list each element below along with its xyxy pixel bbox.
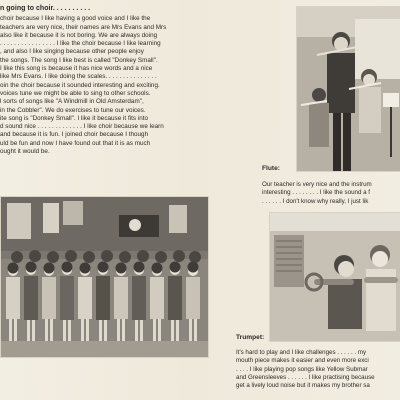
flute-line: interesting . . . . . . . . I like the sound a f (262, 189, 370, 197)
choir-line: ought it would be. (0, 148, 50, 156)
trumpet-label: Trumpet: (236, 334, 265, 341)
choir-line: choir because I like having a good voice and I like the (0, 15, 151, 23)
choir-line: ite song is "Donkey Small". I like it because it fits into (0, 114, 149, 122)
choir-group-photo (0, 196, 209, 358)
flute-photo-illustration (297, 7, 400, 171)
choir-line: and because it is fun. I joined choir because I though (0, 131, 149, 139)
choir-line: , and also I like singing because other people enjoy (0, 48, 144, 56)
flute-label: Flute: (262, 165, 280, 172)
choir-line: voices tune we might be able to sing to other schools. (0, 89, 151, 97)
choir-line: in the Cobbler". We do exercises to tune our voices. (0, 106, 146, 114)
trumpet-line: It's hard to play and I like challenges . . . . . . my (236, 349, 367, 356)
choir-heading: n going to choir. . . . . . . . . . (0, 5, 91, 12)
trumpet-text-block (236, 349, 400, 390)
choir-line: . . . . . . . . . . . . . . . . I like the choir because I like learning (0, 40, 161, 48)
trumpet-line: mouth piece makes it easier and even more exci (236, 357, 369, 365)
trumpet-line: . . . . I like playing pop songs like Yellow Submar (236, 365, 368, 373)
choir-line: I like this song is because it has nice words and a nice (0, 65, 153, 73)
flute-photo (296, 6, 400, 172)
choir-line: uld be fun and now I have found out that it is as much (0, 139, 151, 147)
flute-line: . . . . . . I don't know why really, I just lik (262, 197, 369, 205)
choir-line: also like it because it is not boring. We are always doing (0, 31, 158, 39)
trumpet-photo-illustration (270, 213, 400, 341)
trumpet-line: and Greensleeves . . . . . . I like practising because (236, 373, 375, 381)
choir-line: the songs. The song I like best is called "Donkey Small". (0, 56, 158, 64)
choir-line: oin the choir because it sounded interesting and exciting. (0, 81, 160, 89)
trumpet-line: get a lively loud noise but it makes my brother sa (236, 382, 370, 390)
choir-line: d sound nice . . . . . . . . . . . . . I like choir because we learn (0, 123, 164, 131)
flute-text-block (262, 181, 400, 206)
trumpet-photo (269, 212, 400, 342)
choir-photo-illustration (1, 197, 208, 357)
choir-line: teachers are very nice, their names are Mrs Evans and Mrs (0, 23, 167, 31)
choir-line: like Mrs Evans. I like doing the scales. . . . . . . . . . . . . . . (0, 73, 157, 81)
choir-line: l sorts of songs like "A Windmill in Old Amsterdam", (0, 98, 144, 106)
choir-text-block (0, 5, 205, 156)
flute-line: Our teacher is very nice and the instrum (262, 181, 372, 188)
